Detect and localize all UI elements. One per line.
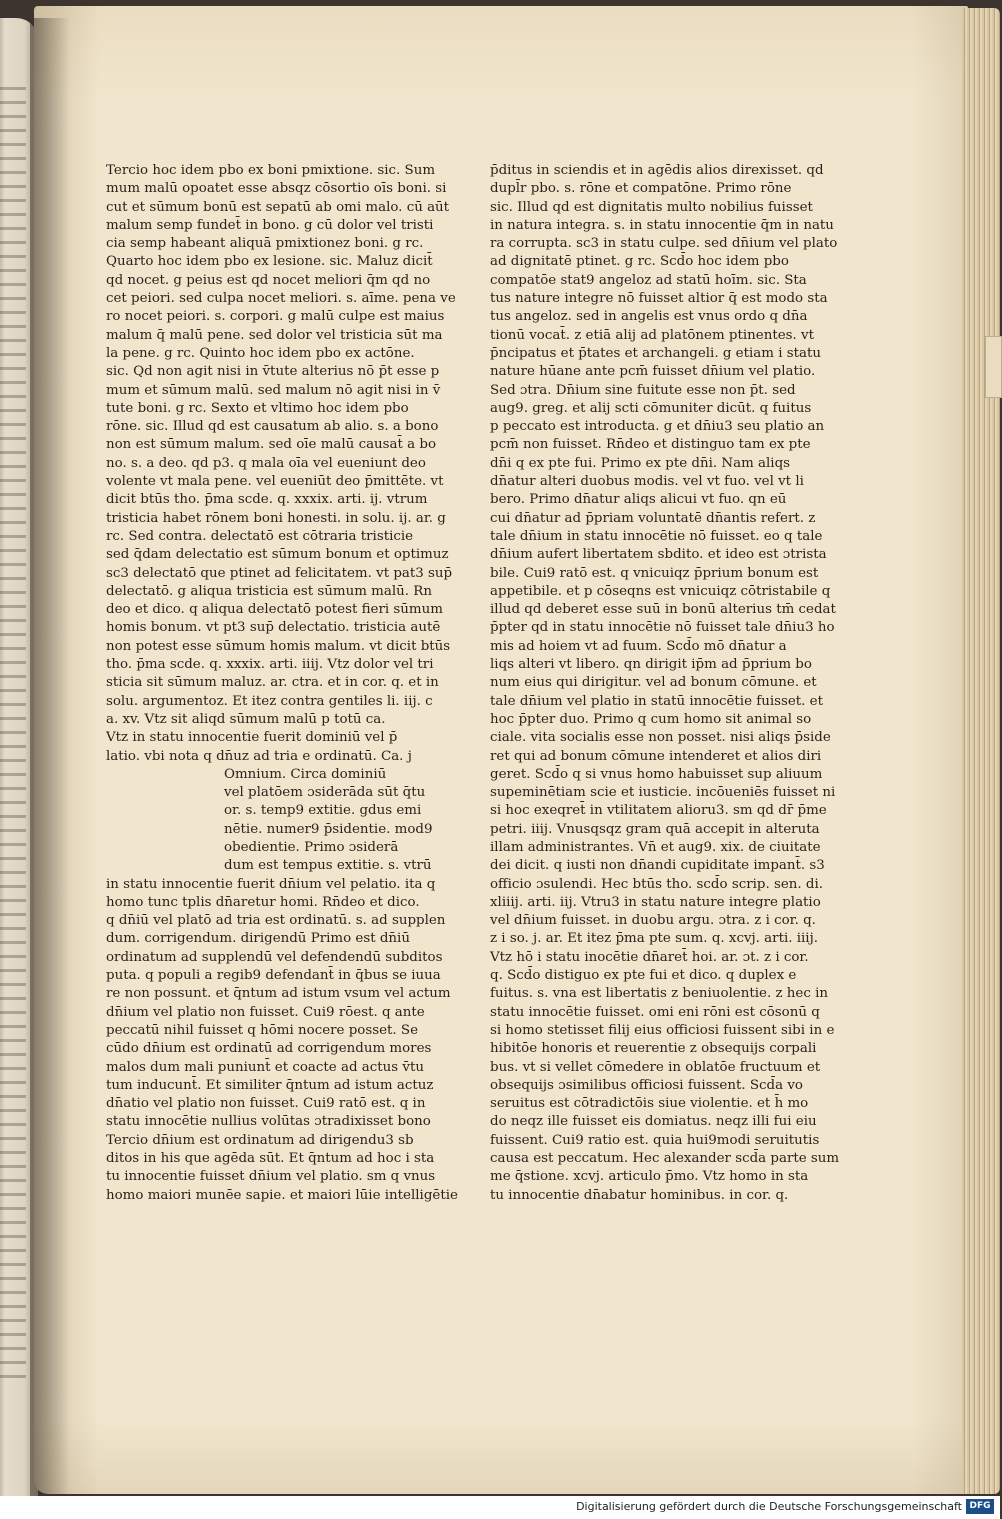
text-line: pcm̄ non fuisset. Rn̄deo et distinguo tam ex pte	[490, 437, 811, 453]
text-line: tus nature integre nō fuisset altior q̄ est modo sta	[490, 291, 828, 307]
text-line: tale dn̄ium in statu innocētie nō fuisset. eo q tale	[490, 528, 823, 544]
text-line: liqs alteri vt libero. qn dirigit ip̄m ad p̄prium bo	[490, 657, 812, 673]
left-column-indented-block	[106, 766, 433, 876]
text-line: geret. Scd̄o q si vnus homo habuisset sup aliuum	[490, 766, 823, 782]
text-line: Omnium. Circa dominiū	[224, 766, 387, 782]
text-line: dei dicit. q iusti non dn̄andi cupiditate impant̄. s3	[490, 858, 825, 874]
text-line: peccatū nihil fuisset q hōmi nocere posset. Se	[106, 1022, 418, 1038]
text-line: sc3 delectatō que ptinet ad felicitatem. vt pat3 sup̄	[106, 565, 453, 581]
text-line: in natura integra. s. in statu innocentie q̄m in natu	[490, 217, 834, 233]
text-line: no. s. a deo. qd p3. q mala oīa vel eueniunt deo	[106, 455, 426, 471]
text-line: fuitus. s. vna est libertatis z beniuolentie. z hec in	[490, 986, 828, 1002]
text-line: dupl̄r pbo. s. rōne et compatōne. Primo rōne	[490, 181, 792, 197]
text-line: Quarto hoc idem pbo ex lesione. sic. Maluz dicit̄	[106, 254, 433, 270]
book-gutter	[30, 18, 70, 1496]
text-line: cut et sūmum bonū est sepatū ab omi malo. cū aūt	[106, 199, 450, 215]
text-line: delectatō. g aliqua tristicia est sūmum malū. Rn	[106, 583, 432, 599]
text-line: ditos in his que agēda sūt. Et q̄ntum ad hoc i sta	[106, 1151, 435, 1167]
text-line: p̄ncipatus et p̄tates et archangeli. g etiam i statu	[490, 345, 821, 361]
text-line: puta. q populi a regib9 defendant̄ in q̄bus se iuua	[106, 968, 441, 984]
text-line: illud qd deberet esse suū in bonū alterius tm̄ cedat	[490, 602, 836, 618]
text-line: do neqz ille fuisset eis domiatus. neqz illi fui eiu	[490, 1114, 817, 1130]
text-line: Sed ɔtra. Dn̄ium sine fuitute esse non p̄t. sed	[490, 382, 796, 398]
text-line: solu. argumentoz. Et itez contra gentiles li. iij. c	[106, 693, 433, 709]
text-line: sic. Qd non agit nisi in v̄tute alterius nō p̄t esse p	[106, 364, 440, 380]
text-line: xliiij. arti. iij. Vtru3 in statu nature integre platio	[490, 894, 821, 910]
footer-credit: Digitalisierung gefördert durch die Deutsche Forschungsgemeinschaft	[576, 1500, 962, 1513]
text-line: ciale. vita socialis esse non posset. nisi aliqs p̄side	[490, 730, 831, 746]
text-line: latio. vbi nota q dn̄uz ad tria e ordinatū. Ca. j	[106, 748, 412, 764]
text-line: p peccato est introducta. g et dn̄iu3 seu platio an	[490, 419, 825, 435]
left-column-paragraphs	[106, 162, 456, 766]
text-line: la pene. g rc. Quinto hoc idem pbo ex actōne.	[106, 345, 415, 361]
text-line: volente vt mala pene. vel eueniūt deo p̄mittēte. vt	[106, 474, 444, 490]
text-line: tu innocentie fuisset dn̄ium vel platio. sm q vnus	[106, 1169, 436, 1185]
page-tab-marker	[985, 336, 1002, 398]
text-line: compatōe stat9 angeloz ad statū hoīm. sic. Sta	[490, 272, 807, 288]
left-text-column	[106, 162, 458, 1205]
page-fore-edge	[962, 8, 1000, 1494]
text-line: supeminētiam scie et iusticie. incōueniēs fuisset ni	[490, 785, 836, 801]
text-line: tus angeloz. sed in angelis est vnus ordo q dn̄a	[490, 309, 808, 325]
text-line: homis bonum. vt pt3 sup̄ delectatio. tristicia autē	[106, 620, 441, 636]
text-line: me q̄stione. xcvj. articulo p̄mo. Vtz homo in sta	[490, 1169, 809, 1185]
text-line: q. Scd̄o distiguo ex pte fui et dico. q duplex e	[490, 968, 797, 984]
text-line: p̄pter qd in statu innocētie nō fuisset tale dn̄iu3 ho	[490, 620, 835, 636]
text-line: re non possunt. et q̄ntum ad istum vsum vel actum	[106, 986, 451, 1002]
text-line: nature hūane ante pcm̄ fuisset dn̄ium vel platio.	[490, 364, 816, 380]
text-line: aug9. greg. et alij scti cōmuniter dicūt. q fuitus	[490, 400, 812, 416]
text-line: statu innocētie nullius volūtas ɔtradixisset bono	[106, 1114, 431, 1130]
text-line: a. xv. Vtz sit aliqd sūmum malū p totū ca.	[106, 711, 386, 727]
text-line: cet peiori. sed culpa nocet meliori. s. aīme. pena ve	[106, 291, 456, 307]
text-line: hibitōe honoris et reuerentie z obsequijs corpali	[490, 1041, 817, 1057]
text-line: malum q̄ malū pene. sed dolor vel tristicia sūt ma	[106, 327, 443, 343]
text-line: dn̄ium vel platio non fuisset. Cui9 rōest. q ante	[106, 1004, 425, 1020]
text-line: ro nocet peiori. s. corpori. g malū culpe est maius	[106, 309, 445, 325]
text-line: q dn̄iū vel platō ad tria est ordinatū. s. ad supplen	[106, 913, 446, 929]
text-line: vel platōem ɔsiderāda sūt q̄tu	[224, 785, 426, 801]
text-line: tristicia habet rōnem boni honesti. in solu. ij. ar. g	[106, 510, 446, 526]
text-line: rc. Sed contra. delectatō est cōtraria tristicie	[106, 528, 414, 544]
text-line: z i so. j. ar. Et itez p̄ma pte sum. q. xcvj. arti. iiij.	[490, 931, 818, 947]
text-line: bile. Cui9 ratō est. q vnicuiqz p̄prium bonum est	[490, 565, 819, 581]
text-line: dn̄ium aufert libertatem sbdito. et ideo est ɔtrista	[490, 547, 827, 563]
text-line: mum et sūmum malū. sed malum nō agit nisi in v̄	[106, 382, 441, 398]
text-line: or. s. temp9 extitie. gdus emi	[224, 803, 422, 819]
text-line: Vtz hō i statu inocētie dn̄aret̄ hoi. ar. ɔt. z i cor.	[490, 949, 809, 965]
text-line: homo maiori munēe sapie. et maiori lūie intelligētie	[106, 1187, 458, 1203]
text-line: ra corrupta. sc3 in statu culpe. sed dn̄ium vel plato	[490, 236, 838, 252]
text-line: non potest esse sūmum homis malum. vt dicit btūs	[106, 638, 451, 654]
text-line: hoc p̄pter duo. Primo q cum homo sit animal so	[490, 711, 812, 727]
text-line: tho. p̄ma scde. q. xxxix. arti. iiij. Vtz dolor vel tri	[106, 657, 434, 673]
text-line: seruitus est cōtradictōis siue violentie. et h̄ mo	[490, 1096, 809, 1112]
text-line: cui dn̄atur ad p̄priam voluntatē dn̄antis refert. z	[490, 510, 816, 526]
text-line: illam administrantes. Vn̄ et aug9. xix. de ciuitate	[490, 839, 821, 855]
text-line: appetibile. et p cōseqns est vnicuiqz cōtristabile q	[490, 583, 831, 599]
text-line: bero. Primo dn̄atur aliqs alicui vt fuo. qn eū	[490, 492, 787, 508]
text-line: fuissent. Cui9 ratio est. quia hui9modi seruitutis	[490, 1132, 820, 1148]
text-line: sic. Illud qd est dignitatis multo nobilius fuisset	[490, 199, 813, 215]
text-line: tute boni. g rc. Sexto et vltimo hoc idem pbo	[106, 400, 409, 416]
text-line: dum est tempus extitie. s. vtrū	[224, 858, 432, 874]
text-line: bus. vt si vellet cōmedere in oblatōe fructuum et	[490, 1059, 821, 1075]
right-text-column	[490, 162, 840, 1205]
text-line: ordinatum ad supplendū vel defendendū subditos	[106, 949, 443, 965]
text-line: homo tunc tplis dn̄aretur homi. Rn̄deo et dico.	[106, 894, 420, 910]
digitization-footer	[0, 1496, 1000, 1519]
right-column-paragraphs	[490, 162, 840, 1205]
text-line: malum semp fundet̄ in bono. g cū dolor vel tristi	[106, 217, 434, 233]
text-line: dn̄i q ex pte fui. Primo ex pte dn̄i. Nam aliqs	[490, 455, 791, 471]
text-line: non est sūmum malum. sed oīe malū causat̄ a bo	[106, 437, 437, 453]
text-line: ad dignitatē ptinet. g rc. Scd̄o hoc idem pbo	[490, 254, 789, 270]
text-line: Tercio dn̄ium est ordinatum ad dirigendu3 sb	[106, 1132, 414, 1148]
text-line: tu innocentie dn̄abatur hominibus. in cor. q.	[490, 1187, 789, 1203]
text-line: mum malū opoatet esse absqz cōsortio oīs boni. si	[106, 181, 447, 197]
text-line: mis ad hoiem vt ad fuum. Scd̄o mō dn̄atur a	[490, 638, 787, 654]
text-line: Vtz in statu innocentie fuerit dominiū vel p̄	[106, 730, 398, 746]
text-line: deo et dico. q aliqua delectatō potest fieri sūmum	[106, 602, 443, 618]
text-line: tionū vocat̄. z etiā alij ad platōnem ptinentes. vt	[490, 327, 814, 343]
text-line: si hoc exeqret̄ in vtilitatem alioru3. sm qd dr̄ p̄me	[490, 803, 827, 819]
text-line: dn̄atur alteri duobus modis. vel vt fuo. vel vt li	[490, 474, 804, 490]
text-line: petri. iiij. Vnusqsqz gram quā accepit in alteruta	[490, 821, 820, 837]
left-page-text-fragment	[0, 78, 26, 1378]
text-line: rōne. sic. Illud qd est causatum ab alio. s. a bono	[106, 419, 439, 435]
dfg-logo: DFG	[966, 1499, 994, 1514]
text-line: vel dn̄ium fuisset. in duobu argu. ɔtra. z i cor. q.	[490, 913, 816, 929]
text-line: nētie. numer9 p̄sidentie. mod9	[224, 821, 433, 837]
text-line: statu innocētie fuisset. omi eni rōni est cōsonū q	[490, 1004, 820, 1020]
text-line: dum. corrigendum. dirigendū Primo est dn̄iū	[106, 931, 410, 947]
text-line: dn̄atio vel platio non fuisset. Cui9 ratō est. q in	[106, 1096, 426, 1112]
text-line: obedientie. Primo ɔsiderā	[224, 839, 399, 855]
text-line: malos dum mali puniunt̄ et coacte ad actus v̄tu	[106, 1059, 424, 1075]
text-line: in statu innocentie fuerit dn̄ium vel pelatio. ita q	[106, 876, 436, 892]
text-line: sed q̄dam delectatio est sūmum bonum et optimuz	[106, 547, 449, 563]
text-line: ret qui ad bonum cōmune intenderet et alios diri	[490, 748, 822, 764]
text-line: p̄ditus in sciendis et in agēdis alios direxisset. qd	[490, 163, 824, 178]
text-line: dicit btūs tho. p̄ma scde. q. xxxix. arti. ij. vtrum	[106, 492, 428, 508]
text-line: sticia sit sūmum maluz. ar. ctra. et in cor. q. et in	[106, 675, 439, 691]
text-line: officio ɔsulendi. Hec btūs tho. scd̄o scrip. sen. di.	[490, 876, 824, 892]
text-line: causa est peccatum. Hec alexander scd̄a parte sum	[490, 1151, 840, 1167]
left-column-continuation	[106, 876, 458, 1205]
text-line: Tercio hoc idem pbo ex boni pmixtione. sic. Sum	[106, 163, 436, 178]
text-line: tum inducunt̄. Et similiter q̄ntum ad istum actuz	[106, 1077, 434, 1093]
text-line: cūdo dn̄ium est ordinatū ad corrigendum mores	[106, 1041, 432, 1057]
text-line: qd nocet. g peius est qd nocet meliori q̄m qd no	[106, 272, 431, 288]
text-line: num eius qui dirigitur. vel ad bonum cōmune. et	[490, 675, 817, 691]
text-line: obsequijs ɔsimilibus officiosi fuissent. Scd̄a vo	[490, 1077, 803, 1093]
text-line: si homo stetisset filij eius officiosi fuissent sibi in e	[490, 1022, 835, 1038]
text-line: tale dn̄ium vel platio in statū innocētie fuisset. et	[490, 693, 823, 709]
text-line: cia semp habeant aliquā pmixtionez boni. g rc.	[106, 236, 424, 252]
